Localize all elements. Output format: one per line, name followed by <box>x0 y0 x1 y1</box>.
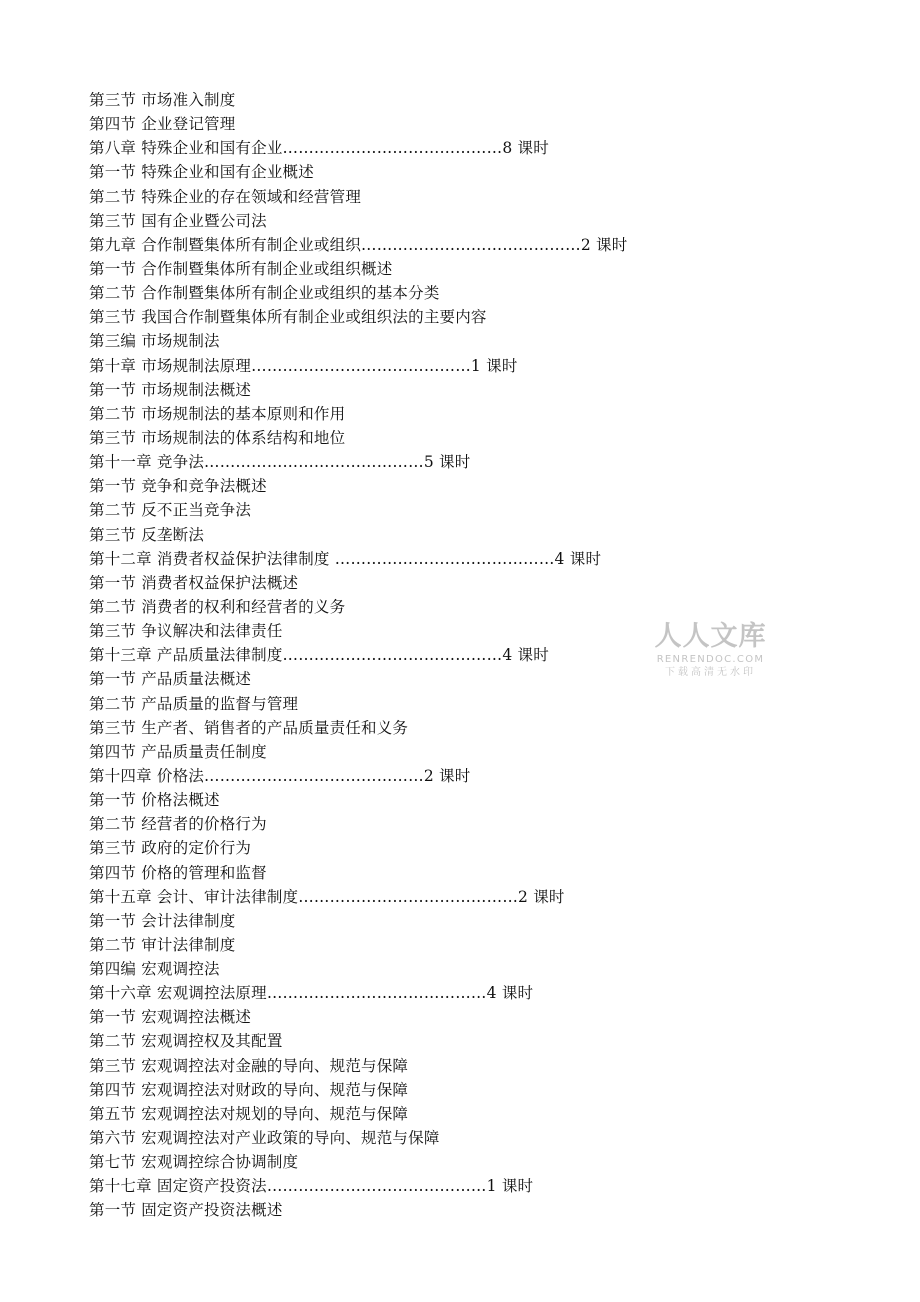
toc-line: 第五节 宏观调控法对规划的导向、规范与保障 <box>89 1104 409 1123</box>
toc-line: 第十四章 价格法……………………………………2 课时 <box>89 766 471 785</box>
toc-line: 第三节 我国合作制暨集体所有制企业或组织法的主要内容 <box>89 308 487 327</box>
toc-line: 第三节 市场规制法的体系结构和地位 <box>89 428 346 447</box>
toc-line: 第十五章 会计、审计法律制度……………………………………2 课时 <box>89 887 565 906</box>
toc-line: 第二节 产品质量的监督与管理 <box>89 694 299 713</box>
toc-line: 第三节 国有企业暨公司法 <box>89 211 267 230</box>
toc-line: 第十七章 固定资产投资法……………………………………1 课时 <box>89 1177 534 1196</box>
watermark <box>643 620 778 680</box>
toc-line: 第七节 宏观调控综合协调制度 <box>89 1153 299 1172</box>
toc-line: 第三节 生产者、销售者的产品质量责任和义务 <box>89 718 409 737</box>
toc-line: 第二节 审计法律制度 <box>89 935 236 954</box>
toc-line: 第四节 价格的管理和监督 <box>89 863 267 882</box>
toc-line: 第三节 市场准入制度 <box>89 91 236 109</box>
toc-line: 第三节 反垄断法 <box>89 525 205 544</box>
toc-line: 第十章 市场规制法原理……………………………………1 课时 <box>89 356 518 375</box>
toc-line: 第一节 宏观调控法概述 <box>89 1008 252 1027</box>
toc-line: 第四编 宏观调控法 <box>89 960 220 979</box>
toc-line: 第一节 消费者权益保护法概述 <box>89 573 299 592</box>
toc-line: 第二节 反不正当竞争法 <box>89 501 252 520</box>
toc-line: 第二节 特殊企业的存在领域和经营管理 <box>89 187 362 206</box>
toc-line: 第一节 固定资产投资法概述 <box>89 1201 283 1220</box>
toc-line: 第二节 市场规制法的基本原则和作用 <box>89 404 346 423</box>
toc-line: 第十一章 竞争法……………………………………5 课时 <box>89 453 471 472</box>
toc-line: 第二节 经营者的价格行为 <box>89 815 267 834</box>
toc-line: 第三节 争议解决和法律责任 <box>89 622 283 641</box>
toc-line: 第十三章 产品质量法律制度……………………………………4 课时 <box>89 646 549 665</box>
toc-line: 第一节 会计法律制度 <box>89 911 236 930</box>
toc-line: 第八章 特殊企业和国有企业……………………………………8 课时 <box>89 139 549 158</box>
watermark-domain: RENRENDOC.COM <box>656 654 765 665</box>
toc-line: 第一节 产品质量法概述 <box>89 670 252 689</box>
toc-line: 第十二章 消费者权益保护法律制度 ……………………………………4 课时 <box>89 549 602 568</box>
toc-line: 第二节 合作制暨集体所有制企业或组织的基本分类 <box>89 284 440 303</box>
toc-line: 第三编 市场规制法 <box>89 332 220 351</box>
toc-line: 第一节 市场规制法概述 <box>89 380 252 399</box>
watermark-title: 人人文库 <box>654 621 767 652</box>
toc-line: 第一节 合作制暨集体所有制企业或组织概述 <box>89 259 393 278</box>
toc-line: 第二节 宏观调控权及其配置 <box>89 1032 283 1051</box>
toc-line: 第十六章 宏观调控法原理……………………………………4 课时 <box>89 984 534 1003</box>
toc-line: 第四节 企业登记管理 <box>89 115 236 134</box>
watermark-subtitle: 下载高清无水印 <box>665 667 756 678</box>
toc-line: 第三节 政府的定价行为 <box>89 839 252 858</box>
toc-line: 第一节 价格法概述 <box>89 791 220 810</box>
toc-line: 第二节 消费者的权利和经营者的义务 <box>89 597 346 616</box>
toc-line: 第一节 特殊企业和国有企业概述 <box>89 163 314 182</box>
toc-line: 第六节 宏观调控法对产业政策的导向、规范与保障 <box>89 1129 440 1148</box>
toc-line: 第九章 合作制暨集体所有制企业或组织……………………………………2 课时 <box>89 235 628 254</box>
toc-line: 第四节 宏观调控法对财政的导向、规范与保障 <box>89 1080 409 1099</box>
toc-line: 第四节 产品质量责任制度 <box>89 742 267 761</box>
toc-line: 第三节 宏观调控法对金融的导向、规范与保障 <box>89 1056 409 1075</box>
table-of-contents <box>89 88 627 1223</box>
toc-line: 第一节 竞争和竞争法概述 <box>89 477 267 496</box>
